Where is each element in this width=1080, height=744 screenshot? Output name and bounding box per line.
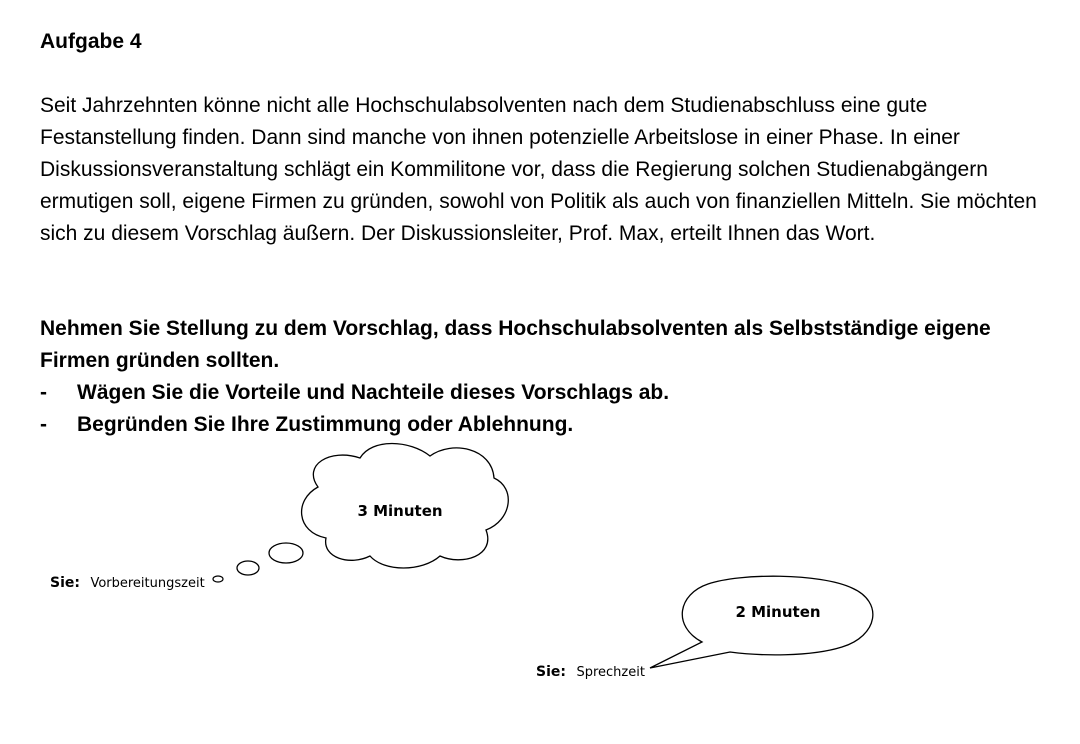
bullet-dash: - [40,413,47,436]
prep-label [50,575,205,591]
bullet-text: Begründen Sie Ihre Zustimmung oder Ablehnung. [77,413,574,436]
task-heading: Aufgabe 4 [40,30,142,53]
prep-label-text: Vorbereitungszeit [90,576,205,591]
prep-speaker: Sie: [50,575,80,591]
situation-paragraph: Seit Jahrzehnten könne nicht alle Hochschulabsolventen nach dem Studienabschluss eine gute Festanstellung finden. Dann sind manche von ihnen potenzielle Arbeitslose in einer Phase. In einer Diskussionsveranstaltung schlägt ein Kommilitone vor, dass die Regierung solchen Studienabgängern ermutigen soll, eigene Firmen zu gründen, sowohl von Politik als auch von finanziellen Mitteln. Sie möchten sich zu diesem Vorschlag äußern. Der Diskussionsleiter, Prof. Max, erteilt Ihnen das Wort. [40,94,1037,245]
task-statement: Nehmen Sie Stellung zu dem Vorschlag, dass Hochschulabsolventen als Selbstständige eigene Firmen gründen sollten. [40,317,991,372]
thought-bubble-large [269,543,303,563]
thought-bubble-small [213,576,223,582]
speech-bubble [650,576,873,668]
thought-bubble-medium [237,561,259,575]
prep-duration: 3 Minuten [357,502,443,520]
speak-duration: 2 Minuten [735,603,821,621]
speak-label [536,664,645,680]
speak-speaker: Sie: [536,664,566,680]
bullet-dash: - [40,381,47,404]
bullet-text: Wägen Sie die Vorteile und Nachteile dieses Vorschlags ab. [77,381,670,404]
speak-label-text: Sprechzeit [576,665,645,680]
